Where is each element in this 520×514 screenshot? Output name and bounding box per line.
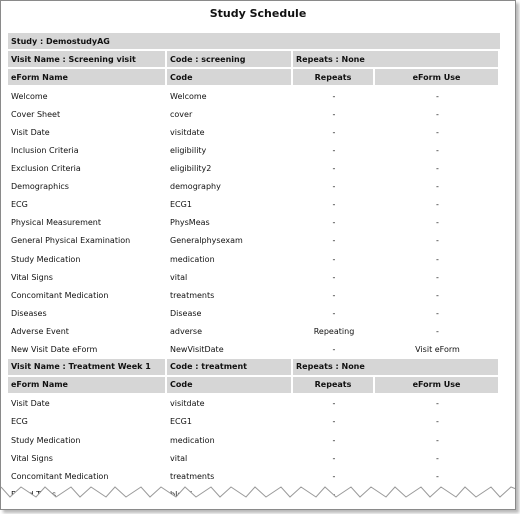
visit-name: Visit Name : Treatment Week 1 <box>8 359 167 375</box>
eform-name-cell: Physical Measurement <box>11 218 102 228</box>
eform-use-cell: - <box>436 308 439 318</box>
eform-name-cell: Concomitant Medication <box>11 290 109 300</box>
eform-name-cell: Vital Signs <box>11 272 53 282</box>
eform-name-cell: ECG <box>11 417 28 427</box>
table-row <box>8 160 500 178</box>
code-cell: ECG1 <box>170 417 192 427</box>
table-row <box>8 87 500 105</box>
eform-use-cell: Visit eForm <box>415 345 460 355</box>
code-cell: eligibility2 <box>170 164 212 174</box>
table-row <box>8 141 500 159</box>
repeats-cell: - <box>332 453 336 463</box>
eform-use-cell: - <box>436 109 439 119</box>
column-header-row <box>8 69 500 85</box>
eform-use-cell: - <box>436 326 439 336</box>
eform-use-cell: - <box>436 417 439 427</box>
table-row <box>8 322 500 340</box>
page-title: Study Schedule <box>209 7 307 20</box>
code-cell: medication <box>170 254 215 264</box>
study-header: Study : DemostudyAG <box>8 33 500 49</box>
code-cell: visitdate <box>170 127 205 137</box>
repeats-cell: - <box>332 489 336 499</box>
eform-name-cell: Visit Date <box>11 127 50 137</box>
table-row <box>8 250 500 268</box>
table-row <box>8 431 500 449</box>
eform-use-cell: - <box>436 200 439 210</box>
repeats-cell: - <box>332 146 336 156</box>
repeats-cell: - <box>332 127 336 137</box>
table-row <box>8 449 500 467</box>
eform-use-cell: - <box>436 146 439 156</box>
eform-use-cell: - <box>436 453 439 463</box>
code-cell: ECG1 <box>170 200 192 210</box>
repeats-cell: - <box>332 471 336 481</box>
eform-name-cell: ECG <box>11 200 28 210</box>
repeats-cell: - <box>332 272 336 282</box>
eform-name-cell: Inclusion Criteria <box>11 146 79 156</box>
eform-name-cell: Welcome <box>11 91 48 101</box>
eform-use-cell: - <box>436 164 439 174</box>
code-cell: PhysMeas <box>170 218 210 228</box>
code-cell: demography <box>170 182 221 192</box>
eform-name-cell: Study Medication <box>11 254 81 264</box>
code-cell: vital <box>170 272 188 282</box>
table-row <box>8 232 500 250</box>
table-row <box>8 123 500 141</box>
code-cell: Welcome <box>170 91 207 101</box>
eform-name-cell: Blood Tests <box>11 489 57 499</box>
col-eform-name: eForm Name <box>8 377 167 393</box>
eform-name-cell: Exclusion Criteria <box>11 164 81 174</box>
eform-use-cell: - <box>436 471 439 481</box>
torn-edge-decoration <box>1 479 516 509</box>
code-cell: cover <box>170 109 193 119</box>
eform-use-cell: - <box>436 236 439 246</box>
table-row <box>8 304 500 322</box>
schedule-table <box>8 33 500 503</box>
repeats-cell: - <box>332 399 336 409</box>
eform-use-cell: - <box>436 272 439 282</box>
repeats-cell: Repeating <box>313 326 355 336</box>
eform-name-cell: Concomitant Medication <box>11 471 109 481</box>
code-cell: visitdate <box>170 399 205 409</box>
repeats-cell: - <box>332 254 336 264</box>
code-cell: Generalphysexam <box>170 236 243 246</box>
eform-name-cell: Cover Sheet <box>11 109 61 119</box>
table-row <box>8 341 500 359</box>
eform-use-cell: - <box>436 254 439 264</box>
eform-name-cell: Demographics <box>11 182 69 192</box>
code-cell: NewVisitDate <box>170 345 224 355</box>
table-row <box>8 196 500 214</box>
col-eform-use: eForm Use <box>375 69 500 85</box>
table-row <box>8 395 500 413</box>
eform-name-cell: Visit Date <box>11 399 50 409</box>
col-eform-name: eForm Name <box>8 69 167 85</box>
repeats-cell: - <box>332 109 336 119</box>
visit-code: Code : screening <box>167 51 293 67</box>
repeats-cell: - <box>332 164 336 174</box>
table-row <box>8 214 500 232</box>
table-row <box>8 105 500 123</box>
col-code: Code <box>167 69 293 85</box>
visit-code: Code : treatment <box>167 359 293 375</box>
col-eform-use: eForm Use <box>375 377 500 393</box>
code-cell: vital <box>170 453 188 463</box>
visit-name: Visit Name : Screening visit <box>8 51 167 67</box>
code-cell: Disease <box>170 308 202 318</box>
eform-name-cell: Adverse Event <box>11 326 69 336</box>
code-cell: treatments <box>170 290 215 300</box>
repeats-cell: - <box>332 290 336 300</box>
eform-use-cell: - <box>436 127 439 137</box>
code-cell: treatments <box>170 471 215 481</box>
eform-use-cell: - <box>436 290 439 300</box>
repeats-cell: - <box>332 345 336 355</box>
visit-header <box>8 51 500 67</box>
eform-name-cell: New Visit Date eForm <box>11 345 98 355</box>
eform-use-cell: - <box>436 182 439 192</box>
table-row <box>8 413 500 431</box>
eform-name-cell: General Physical Examination <box>11 236 131 246</box>
eform-use-cell: - <box>436 399 439 409</box>
column-header-row <box>8 377 500 393</box>
eform-name-cell: Diseases <box>11 308 47 318</box>
visit-repeats: Repeats : None <box>293 359 500 375</box>
code-cell: eligibility <box>170 146 207 156</box>
col-repeats: Repeats <box>293 69 375 85</box>
code-cell: adverse <box>170 326 203 336</box>
eform-use-cell: - <box>436 435 439 445</box>
repeats-cell: - <box>332 236 336 246</box>
eform-use-cell: - <box>436 91 439 101</box>
code-cell: medication <box>170 435 215 445</box>
eform-name-cell: Vital Signs <box>11 453 53 463</box>
eform-use-cell: - <box>436 218 439 228</box>
repeats-cell: - <box>332 308 336 318</box>
table-row <box>8 268 500 286</box>
eform-name-cell: Study Medication <box>11 435 81 445</box>
repeats-cell: - <box>332 417 336 427</box>
repeats-cell: - <box>332 218 336 228</box>
visit-repeats: Repeats : None <box>293 51 500 67</box>
table-row <box>8 286 500 304</box>
col-code: Code <box>167 377 293 393</box>
col-repeats: Repeats <box>293 377 375 393</box>
repeats-cell: - <box>332 91 336 101</box>
repeats-cell: - <box>332 200 336 210</box>
repeats-cell: - <box>332 182 336 192</box>
repeats-cell: - <box>332 435 336 445</box>
table-row <box>8 178 500 196</box>
visit-header <box>8 359 500 375</box>
